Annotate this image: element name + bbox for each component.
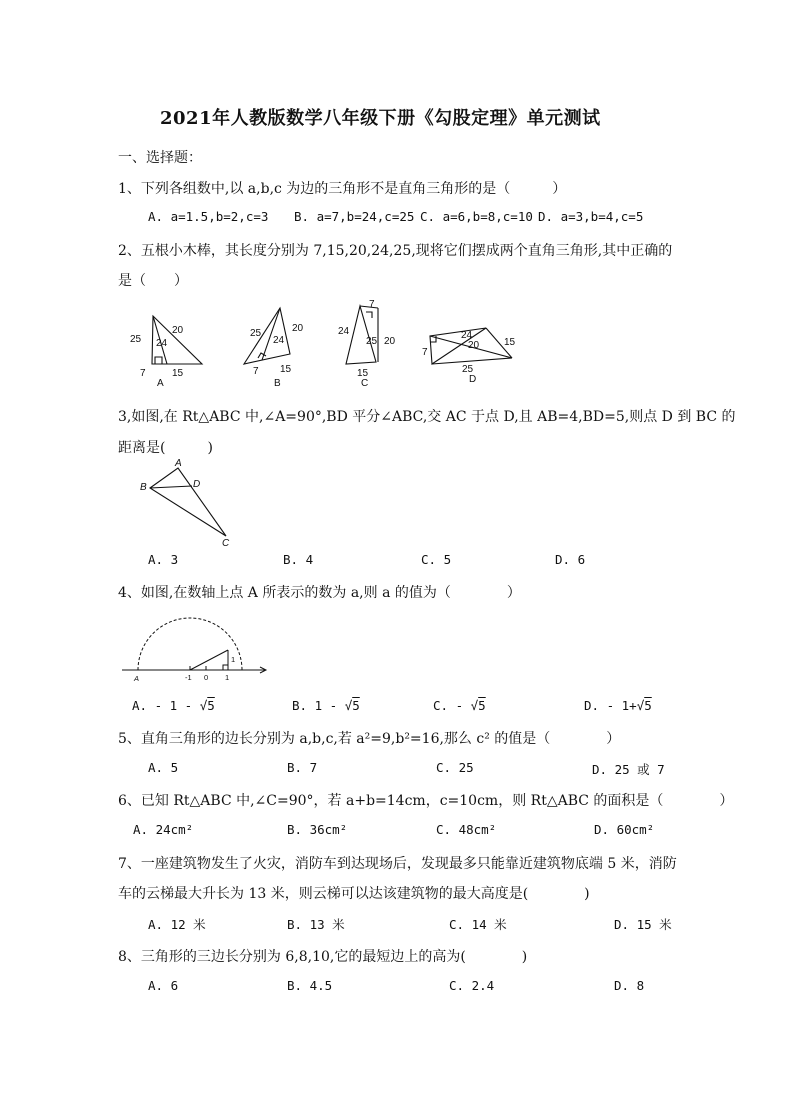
q4-hypotenuse bbox=[190, 650, 228, 670]
q3-bisector-bd bbox=[150, 486, 192, 488]
q3-triangle-figure bbox=[136, 456, 246, 548]
q3-triangle-abc bbox=[150, 468, 226, 536]
q1-option-d: D. a=3,b=4,c=5 bbox=[538, 209, 644, 224]
q4-height-label: 1 bbox=[231, 655, 236, 664]
fig-a-label: A bbox=[157, 378, 164, 389]
q8-option-b: B. 4.5 bbox=[287, 978, 333, 993]
fig-b-7: 7 bbox=[253, 366, 259, 377]
q6-option-b: B. 36cm² bbox=[287, 822, 348, 837]
q6-option-c: C. 48cm² bbox=[436, 822, 497, 837]
q5-option-b: B. 7 bbox=[287, 760, 318, 775]
q5-option-a: A. 5 bbox=[148, 760, 179, 775]
fig-c-15: 15 bbox=[357, 368, 369, 379]
q3-point-b: B bbox=[140, 482, 147, 493]
q5-option-d: D. 25 或 7 bbox=[592, 762, 665, 777]
q3-point-c: C bbox=[222, 538, 230, 548]
question-8-stem: 8、三角形的三边长分别为 6,8,10,它的最短边上的高为( ) bbox=[118, 949, 528, 965]
q1-option-c: C. a=6,b=8,c=10 bbox=[420, 209, 533, 224]
q6-option-d: D. 60cm² bbox=[594, 822, 655, 837]
q5-option-c: C. 25 bbox=[436, 760, 474, 775]
fig-d-15: 15 bbox=[504, 337, 516, 348]
q4-option-a: A. - 1 - √5 bbox=[132, 698, 215, 713]
q4-label-neg1: -1 bbox=[185, 673, 192, 682]
figure-c-right-angle bbox=[366, 312, 372, 318]
question-3-stem-line2: 距离是( ) bbox=[118, 440, 213, 456]
q3-point-a: A bbox=[175, 458, 182, 469]
question-6-stem: 6、已知 Rt△ABC 中,∠C=90°，若 a+b=14cm，c=10cm，则 Rt△ABC 的面积是（ ） bbox=[118, 793, 734, 809]
q7-option-d: D. 15 米 bbox=[614, 917, 672, 932]
q3-point-d: D bbox=[193, 479, 201, 490]
q2-triangle-figures bbox=[120, 298, 530, 390]
page-title: 2021年人教版数学八年级下册《勾股定理》单元测试 bbox=[160, 108, 601, 129]
fig-a-7: 7 bbox=[140, 368, 146, 379]
figure-b-inner-line bbox=[262, 308, 280, 360]
q4-point-a: A bbox=[134, 674, 140, 683]
fig-c-25: 25 bbox=[366, 336, 378, 347]
figure-a-right-angle bbox=[155, 357, 162, 364]
q6-option-a: A. 24cm² bbox=[133, 822, 194, 837]
section-heading: 一、选择题： bbox=[118, 150, 202, 166]
fig-a-15: 15 bbox=[172, 368, 184, 379]
q7-option-b: B. 13 米 bbox=[287, 917, 345, 932]
q4-arc bbox=[138, 618, 242, 670]
q3-option-c: C. 5 bbox=[421, 552, 452, 567]
q1-option-a: A. a=1.5,b=2,c=3 bbox=[148, 209, 269, 224]
fig-b-15: 15 bbox=[280, 364, 292, 375]
question-4-stem: 4、如图,在数轴上点 A 所表示的数为 a,则 a 的值为（ ） bbox=[118, 585, 521, 601]
q7-option-a: A. 12 米 bbox=[148, 917, 206, 932]
q3-option-a: A. 3 bbox=[148, 552, 179, 567]
fig-b-20: 20 bbox=[292, 323, 304, 334]
question-5-stem: 5、直角三角形的边长分别为 a,b,c,若 a²=9,b²=16,那么 c² 的值是（ ） bbox=[118, 731, 621, 747]
fig-c-label: C bbox=[361, 378, 369, 389]
q4-option-d: D. - 1+√5 bbox=[584, 698, 652, 713]
question-7-stem-line1: 7、一座建筑物发生了火灾，消防车到达现场后，发现最多只能靠近建筑物底端 5 米，消防 bbox=[118, 856, 677, 872]
q7-option-c: C. 14 米 bbox=[449, 917, 507, 932]
q8-option-a: A. 6 bbox=[148, 978, 179, 993]
fig-a-20: 20 bbox=[172, 325, 184, 336]
question-1-stem: 1、下列各组数中,以 a,b,c 为边的三角形不是直角三角形的是（ ） bbox=[118, 181, 567, 197]
fig-d-label: D bbox=[469, 374, 477, 385]
fig-c-20: 20 bbox=[384, 336, 396, 347]
fig-c-7: 7 bbox=[369, 299, 375, 310]
fig-d-7: 7 bbox=[422, 347, 428, 358]
fig-d-25: 25 bbox=[462, 364, 474, 375]
figure-b-right-angle bbox=[258, 353, 266, 358]
q3-option-d: D. 6 bbox=[555, 552, 586, 567]
q8-option-d: D. 8 bbox=[614, 978, 645, 993]
q4-option-b: B. 1 - √5 bbox=[292, 698, 360, 713]
question-3-stem-line1: 3,如图,在 Rt△ABC 中,∠A=90°,BD 平分∠ABC,交 AC 于点 D,且 AB=4,BD=5,则点 D 到 BC 的 bbox=[118, 409, 736, 425]
fig-d-20: 20 bbox=[468, 340, 480, 351]
fig-d-24: 24 bbox=[461, 330, 473, 341]
q4-number-line-figure bbox=[120, 610, 270, 686]
question-7-stem-line2: 车的云梯最大升长为 13 米，则云梯可以达该建筑物的最大高度是( ) bbox=[118, 886, 590, 902]
q1-option-b: B. a=7,b=24,c=25 bbox=[294, 209, 415, 224]
fig-a-25: 25 bbox=[130, 334, 142, 345]
q3-option-b: B. 4 bbox=[283, 552, 314, 567]
question-2-stem-line1: 2、五根小木棒，其长度分别为 7,15,20,24,25,现将它们摆成两个直角三角形,其中正确的 bbox=[118, 243, 673, 259]
question-2-stem-line2: 是（ ） bbox=[118, 273, 188, 289]
q4-label-0: 0 bbox=[204, 673, 209, 682]
q4-right-angle bbox=[223, 665, 228, 670]
fig-b-24: 24 bbox=[273, 335, 285, 346]
q8-option-c: C. 2.4 bbox=[449, 978, 495, 993]
q4-option-c: C. - √5 bbox=[433, 698, 486, 713]
q4-label-1: 1 bbox=[225, 673, 230, 682]
fig-c-24: 24 bbox=[338, 326, 350, 337]
fig-b-label: B bbox=[274, 378, 281, 389]
fig-b-25: 25 bbox=[250, 328, 262, 339]
fig-a-24: 24 bbox=[156, 338, 168, 349]
